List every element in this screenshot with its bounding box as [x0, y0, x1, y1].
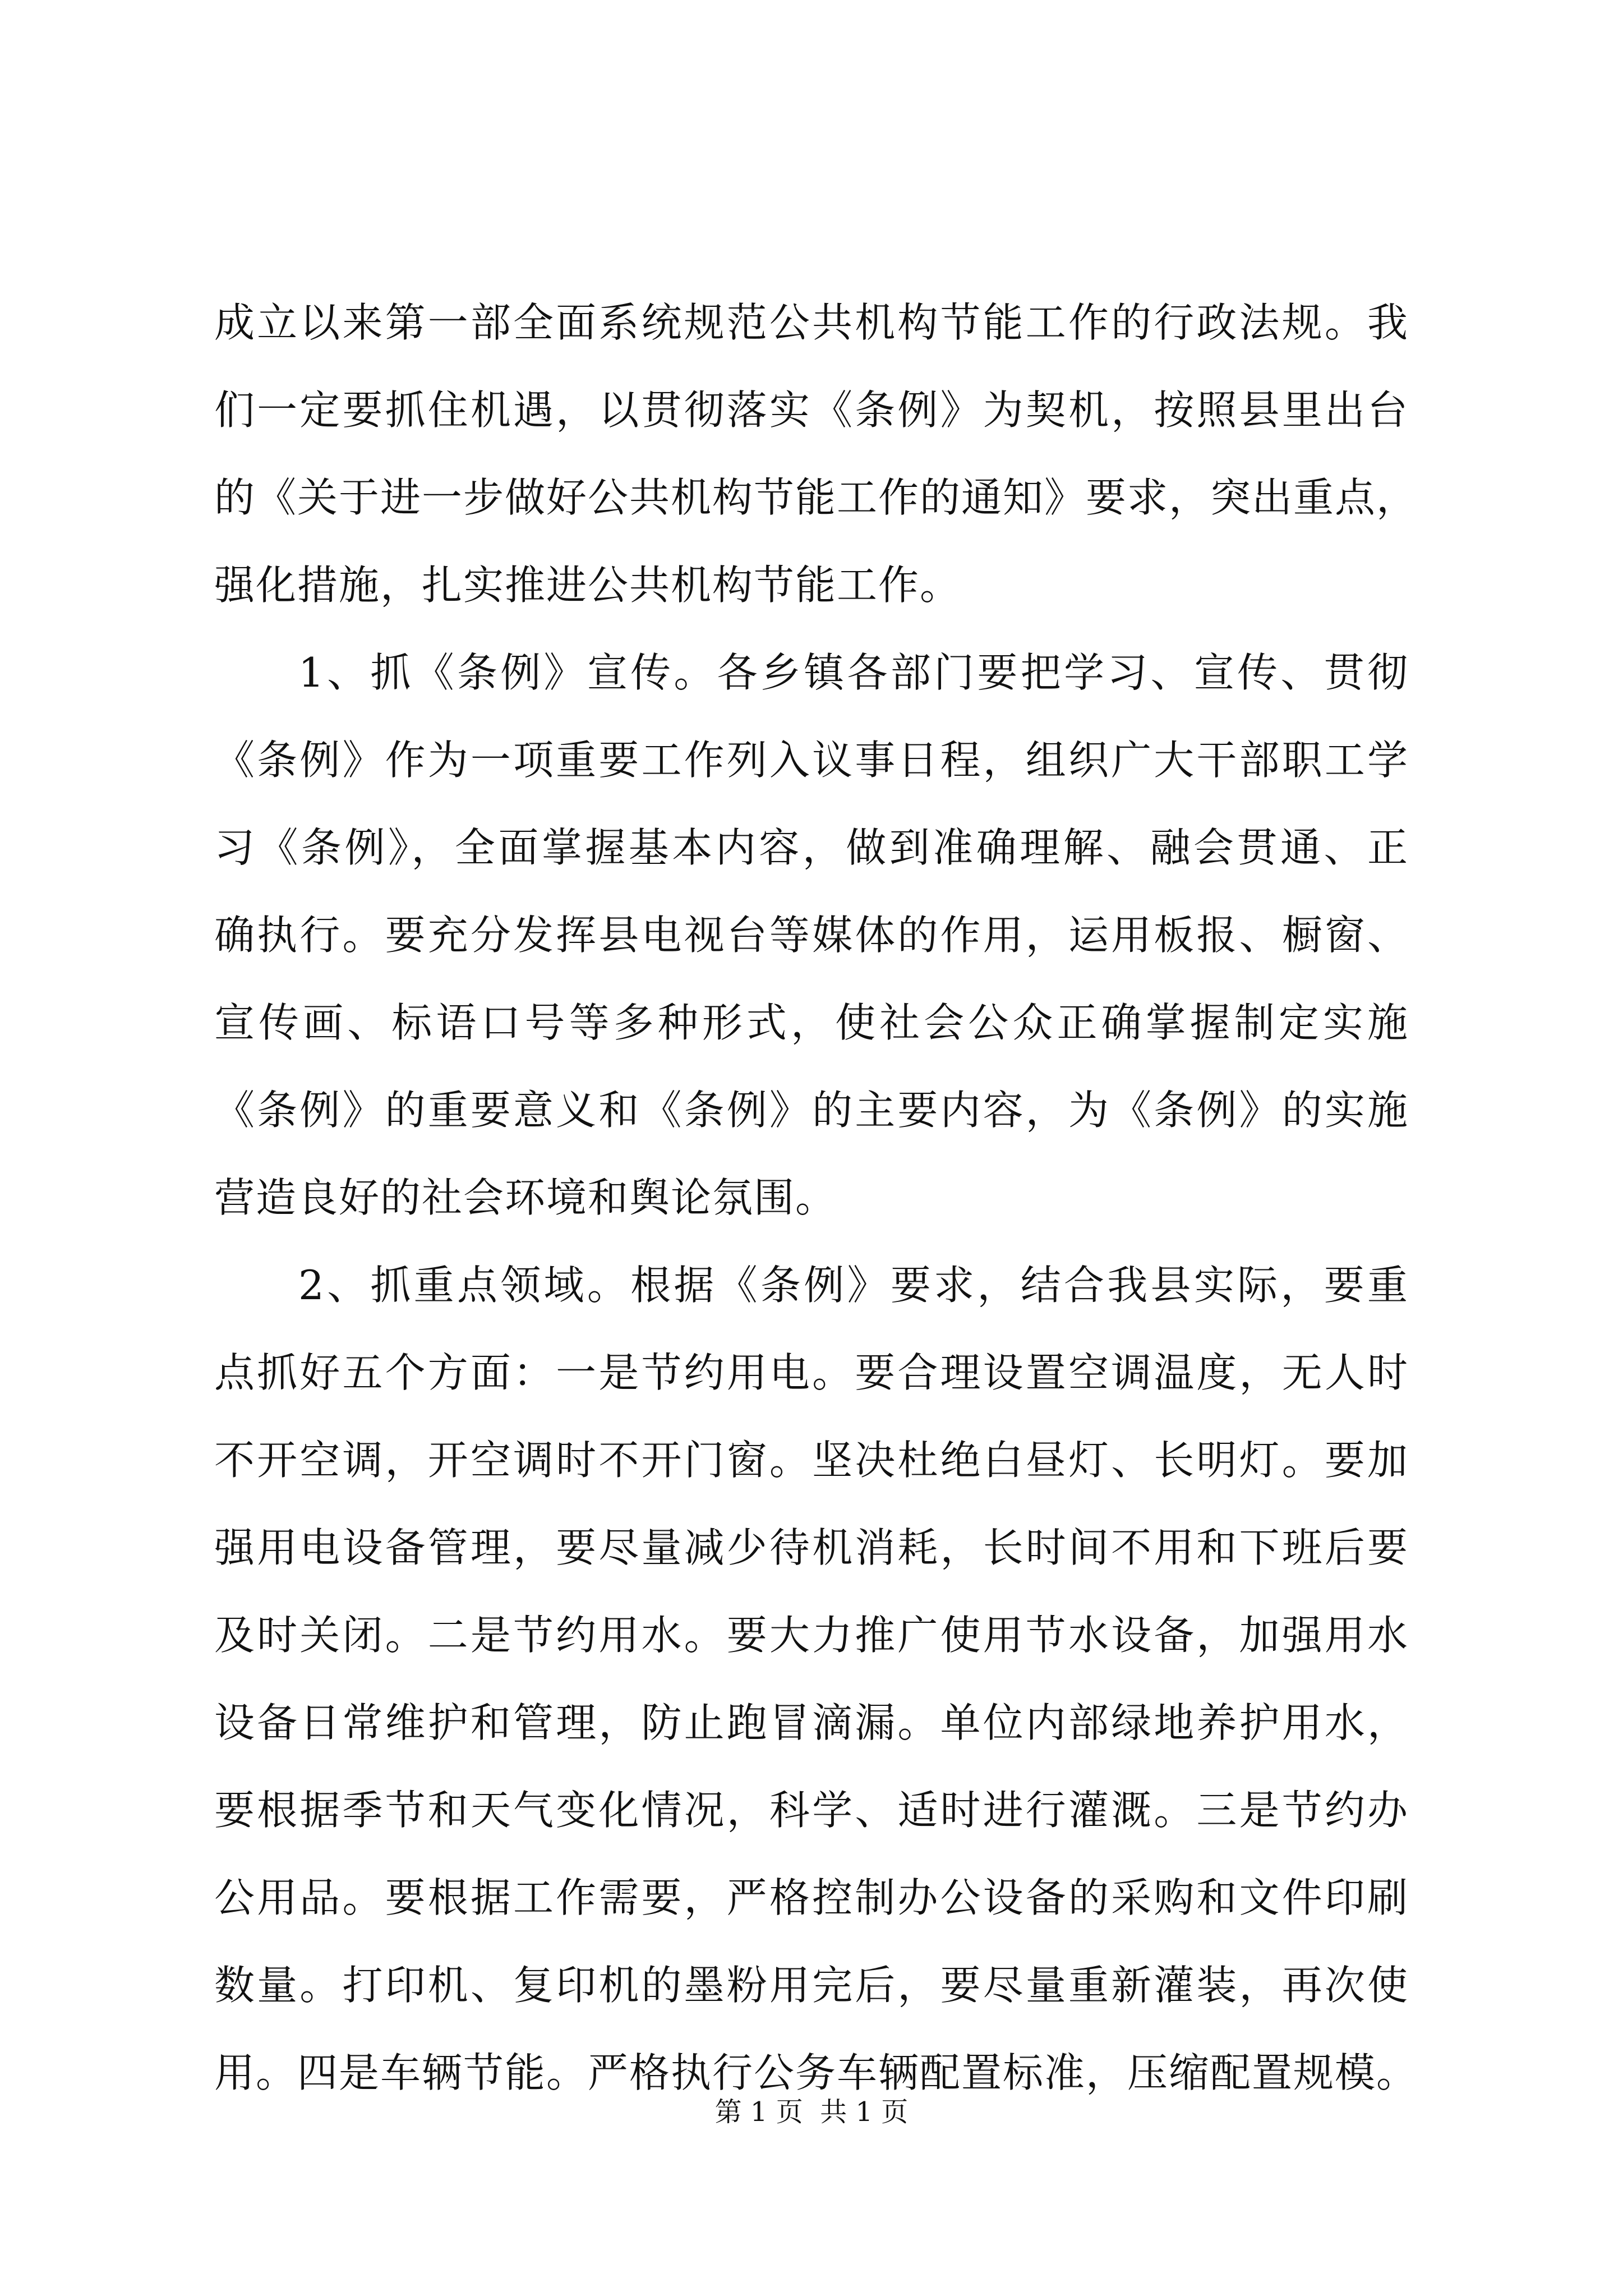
text-line: 强化措施，扎实推进公共机构节能工作。	[214, 562, 962, 609]
text-line: 宣传画、标语口号等多种形式，使社会公众正确掌握制定实施	[214, 999, 1409, 1046]
text-line: 要根据季节和天气变化情况，科学、适时进行灌溉。三是节约办	[214, 1787, 1409, 1834]
text-line: 的《关于进一步做好公共机构节能工作的通知》要求，突出重点，	[214, 474, 1418, 521]
text-line: 数量。打印机、复印机的墨粉用完后，要尽量重新灌装，再次使	[214, 1962, 1409, 2009]
text-line: 点抓好五个方面：一是节约用电。要合理设置空调温度，无人时	[214, 1349, 1409, 1396]
text-line: 不开空调，开空调时不开门窗。坚决杜绝白昼灯、长明灯。要加	[214, 1437, 1409, 1484]
paragraph-1	[214, 279, 1418, 629]
text-line: 们一定要抓住机遇，以贯彻落实《条例》为契机，按照县里出台	[214, 386, 1409, 434]
paragraph-2	[214, 629, 1409, 1241]
text-line: 设备日常维护和管理，防止跑冒滴漏。单位内部绿地养护用水，	[214, 1699, 1409, 1746]
text-line: 营造良好的社会环境和舆论氛围。	[214, 1174, 837, 1221]
text-line: 强用电设备管理，要尽量减少待机消耗，长时间不用和下班后要	[214, 1524, 1409, 1571]
paragraph-3	[214, 1241, 1418, 2116]
text-line: 成立以来第一部全面系统规范公共机构节能工作的行政法规。我	[214, 299, 1409, 346]
page-footer: 第 1 页 共 1 页	[714, 2096, 909, 2128]
text-line: 《条例》的重要意义和《条例》的主要内容，为《条例》的实施	[214, 1087, 1409, 1134]
text-line: 公用品。要根据工作需要，严格控制办公设备的采购和文件印刷	[214, 1874, 1409, 1921]
text-line: 1、抓《条例》宣传。各乡镇各部门要把学习、宣传、贯彻	[298, 649, 1409, 696]
document-body	[214, 279, 1418, 2116]
text-line: 及时关闭。二是节约用水。要大力推广使用节水设备，加强用水	[214, 1612, 1409, 1659]
text-line: 习《条例》，全面掌握基本内容，做到准确理解、融会贯通、正	[214, 824, 1409, 871]
text-line: 2、抓重点领域。根据《条例》要求，结合我县实际，要重	[298, 1262, 1409, 1309]
text-line: 《条例》作为一项重要工作列入议事日程，组织广大干部职工学	[214, 737, 1409, 784]
text-line: 用。四是车辆节能。严格执行公务车辆配置标准，压缩配置规模。	[214, 2049, 1418, 2096]
text-line: 确执行。要充分发挥县电视台等媒体的作用，运用板报、橱窗、	[214, 912, 1409, 959]
